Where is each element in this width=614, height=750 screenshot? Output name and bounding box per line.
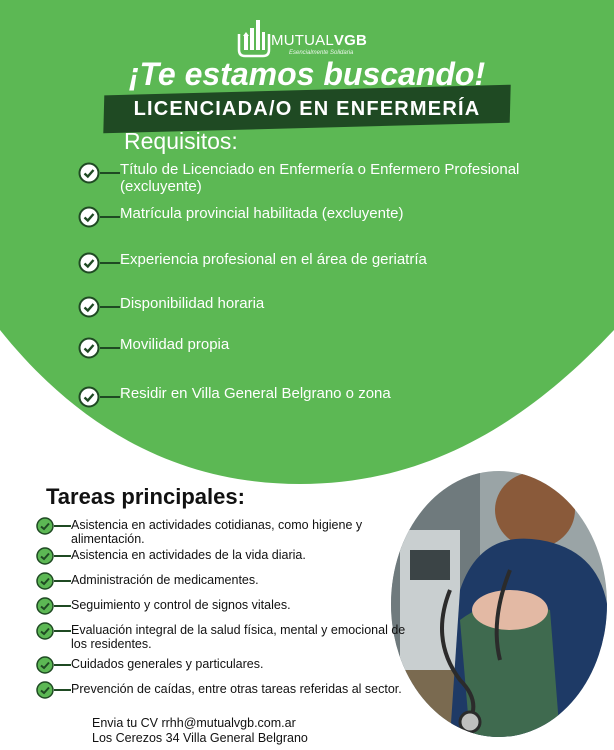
nurse-stethoscope-photo [390, 470, 608, 738]
task-item [36, 620, 406, 651]
connector-line [54, 664, 71, 666]
task-item [36, 679, 402, 705]
connector-line [54, 605, 71, 607]
requirements-title: Requisitos: [124, 128, 238, 154]
check-circle-icon [36, 681, 54, 699]
check-circle-icon [36, 517, 54, 535]
check-circle-icon [78, 296, 100, 318]
task-text: Administración de medicamentes. [71, 573, 259, 587]
connector-line [100, 306, 120, 308]
check-circle-icon [36, 572, 54, 590]
requirement-item [76, 202, 516, 232]
check-circle-icon [78, 386, 100, 408]
task-text: Prevención de caídas, entre otras tareas referidas al sector. [71, 682, 402, 696]
task-item [36, 545, 396, 571]
requirement-text: Experiencia profesional en el área de geriatría [120, 251, 427, 268]
check-circle-icon [78, 162, 100, 184]
check-circle-icon [36, 622, 54, 640]
task-text: Asistencia en actividades de la vida diaria. [71, 548, 306, 562]
connector-line [54, 689, 71, 691]
task-text: Cuidados generales y particulares. [71, 657, 264, 671]
connector-line [100, 396, 120, 398]
check-circle-icon [78, 337, 100, 359]
requirement-text: Título de Licenciado en Enfermería o Enfermero Profesional (excluyente) [120, 161, 520, 195]
connector-line [54, 580, 71, 582]
tasks-title: Tareas principales: [46, 484, 245, 509]
requirement-text: Residir en Villa General Belgrano o zona [120, 385, 391, 402]
contact-info [92, 716, 308, 746]
requirement-text: Disponibilidad horaria [120, 295, 265, 312]
contact-address-line: Los Cerezos 34 Villa General Belgrano [92, 731, 308, 745]
mutual-vgb-logo [235, 14, 395, 62]
check-circle-icon [36, 656, 54, 674]
check-circle-icon [78, 252, 100, 274]
requirement-item [76, 292, 516, 322]
check-circle-icon [78, 206, 100, 228]
connector-line [54, 525, 71, 527]
logo-wordmark: MUTUALVGB [271, 32, 367, 49]
headline: ¡Te estamos buscando! [128, 56, 486, 92]
task-text: Seguimiento y control de signos vitales. [71, 598, 291, 612]
check-circle-icon [36, 547, 54, 565]
connector-line [54, 555, 71, 557]
connector-line [100, 347, 120, 349]
requirement-item [76, 158, 520, 195]
task-item [36, 570, 396, 596]
requirement-text: Movilidad propia [120, 336, 230, 353]
task-item [36, 654, 396, 680]
task-text: Evaluación integral de la salud física, mental y emocional de los residentes. [71, 623, 406, 651]
requirement-item [76, 333, 516, 363]
task-text: Asistencia en actividades cotidianas, como higiene y alimentación. [71, 518, 363, 546]
building-logo-icon [235, 14, 271, 58]
connector-line [100, 216, 120, 218]
requirement-item [76, 248, 516, 278]
check-circle-icon [36, 597, 54, 615]
logo-tagline: Esencialmente Solidaria [289, 50, 354, 56]
task-item [36, 595, 396, 621]
contact-email-line: Envia tu CV rrhh@mutualvgb.com.ar [92, 716, 296, 730]
requirement-text: Matrícula provincial habilitada (excluyente) [120, 205, 404, 222]
task-item [36, 515, 396, 546]
job-title-banner: LICENCIADA/O EN ENFERMERÍA [133, 98, 481, 120]
connector-line [54, 630, 71, 632]
connector-line [100, 172, 120, 174]
connector-line [100, 262, 120, 264]
requirement-item [76, 382, 516, 412]
